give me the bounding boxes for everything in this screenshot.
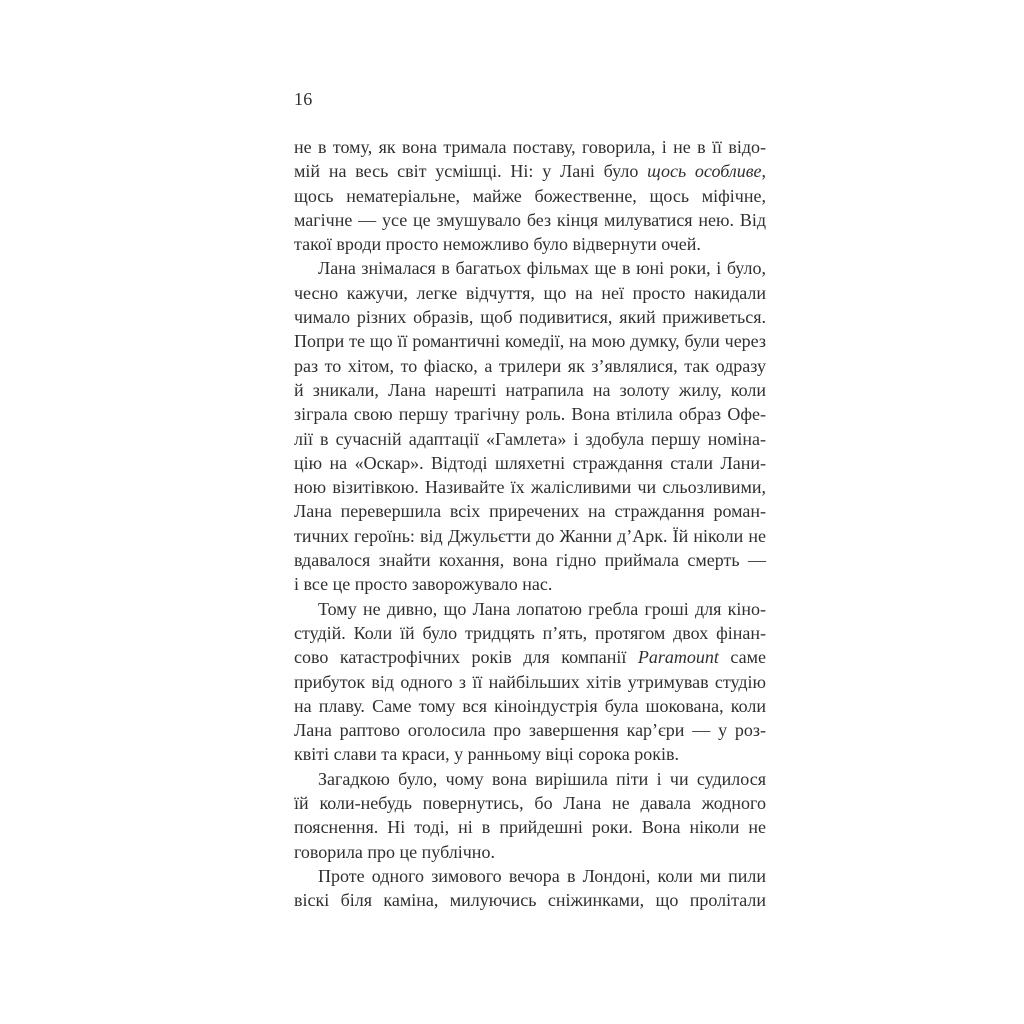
text-segment: такої вроди просто неможливо було відвернути очей.	[294, 234, 701, 255]
text-line	[294, 281, 766, 305]
text-segment: чесно кажучи, легке відчуття, що на неї просто накидали	[294, 282, 766, 303]
text-segment: не в тому, як вона тримала поставу, говорила, і не в її відо-	[294, 137, 766, 157]
text-segment: щось нематеріальне, майже божественне, щось міфічне,	[294, 185, 766, 206]
text-line	[294, 548, 766, 572]
text-line	[294, 354, 766, 378]
text-line	[294, 864, 766, 888]
text-line	[294, 159, 766, 183]
text-segment: квіті слави та краси, у ранньому віці сорока років.	[294, 744, 679, 765]
text-segment: ною візитівкою. Називайте їх жалісливими чи сльозливими,	[294, 477, 766, 498]
text-segment: Попри те що її романтичні комедії, на мою думку, були через	[294, 331, 766, 352]
text-line	[294, 499, 766, 523]
text-segment: віскі біля каміна, милуючись сніжинками, що пролітали	[294, 890, 766, 911]
text-segment: їй коли-небудь повернутись, бо Лана не давала жодного	[294, 793, 766, 814]
text-line	[294, 184, 766, 208]
text-line	[294, 475, 766, 499]
text-line	[294, 402, 766, 426]
text-line	[294, 742, 766, 766]
text-line	[294, 329, 766, 353]
text-segment: Лана знімалася в багатьох фільмах ще в юні роки, і було,	[318, 258, 766, 279]
text-line	[294, 791, 766, 815]
text-line	[294, 256, 766, 280]
text-segment: пояснення. Ні тоді, ні в прийдешні роки. Вона ніколи не	[294, 817, 766, 838]
text-segment: лії в сучасній адаптації «Гамлета» і здобула першу номіна-	[294, 428, 766, 449]
text-line	[294, 694, 766, 718]
text-segment: й зникали, Лана нарешті натрапила на золоту жилу, коли	[294, 379, 766, 400]
text-segment: магічне — усе це змушувало без кінця милуватися нею. Від	[294, 209, 766, 230]
text-segment: Загадкою було, чому вона вирішила піти і чи судилося	[318, 768, 766, 789]
text-segment: Лана раптово оголосила про завершення кар’єри — у роз-	[294, 720, 766, 741]
text-segment: студій. Коли їй було тридцять п’ять, протягом двох фінан-	[294, 622, 766, 643]
text-segment: на плаву. Саме тому вся кіноіндустрія була шокована, коли	[294, 695, 766, 716]
text-line	[294, 208, 766, 232]
text-segment: зіграла свою першу трагічну роль. Вона втілила образ Офе-	[294, 404, 766, 425]
text-segment: Проте одного зимового вечора в Лондоні, коли ми пили	[318, 865, 766, 886]
text-segment: Тому не дивно, що Лана лопатою гребла гроші для кіно-	[318, 598, 766, 619]
text-segment: говорила про це публічно.	[294, 841, 495, 862]
italic-text-segment: Paramount	[637, 647, 719, 668]
text-line	[294, 621, 766, 645]
text-line	[294, 670, 766, 694]
text-line	[294, 815, 766, 839]
text-segment: сово катастрофічних років для компанії	[294, 647, 638, 668]
text-line	[294, 135, 766, 159]
text-segment: прибуток від одного з її найбільших хітів утримував студію	[294, 671, 766, 692]
text-segment: тичних героїнь: від Джульєтти до Жанни д’Арк. Їй ніколи не	[294, 525, 766, 546]
text-segment: чимало різних образів, щоб подивитися, який приживеться.	[294, 307, 766, 328]
text-line	[294, 232, 766, 256]
text-line	[294, 597, 766, 621]
text-line	[294, 645, 766, 669]
text-segment: Лана перевершила всіх приречених на страждання роман-	[294, 501, 766, 522]
text-line	[294, 427, 766, 451]
text-line	[294, 451, 766, 475]
text-segment: цію на «Оскар». Відтоді шляхетні страждання стали Лани-	[294, 452, 766, 473]
italic-text-segment: щось особливе	[647, 161, 762, 182]
text-line	[294, 378, 766, 402]
text-segment: і все це просто заворожувало нас.	[294, 574, 553, 595]
text-line	[294, 524, 766, 548]
text-line	[294, 767, 766, 791]
text-line	[294, 572, 766, 596]
text-line	[294, 888, 766, 912]
text-segment: раз то хітом, то фіаско, а трилери як з’являлися, так одразу	[294, 355, 766, 376]
text-line	[294, 718, 766, 742]
text-segment: мій на весь світ усмішці. Ні: у Лані було	[294, 161, 648, 182]
text-line	[294, 840, 766, 864]
page-number: 16	[294, 89, 313, 109]
text-segment: вдавалося знайти кохання, вона гідно приймала смерть —	[294, 550, 766, 571]
text-segment: ,	[761, 161, 766, 182]
text-line	[294, 305, 766, 329]
text-segment: саме	[718, 647, 767, 668]
page-text	[294, 135, 766, 913]
